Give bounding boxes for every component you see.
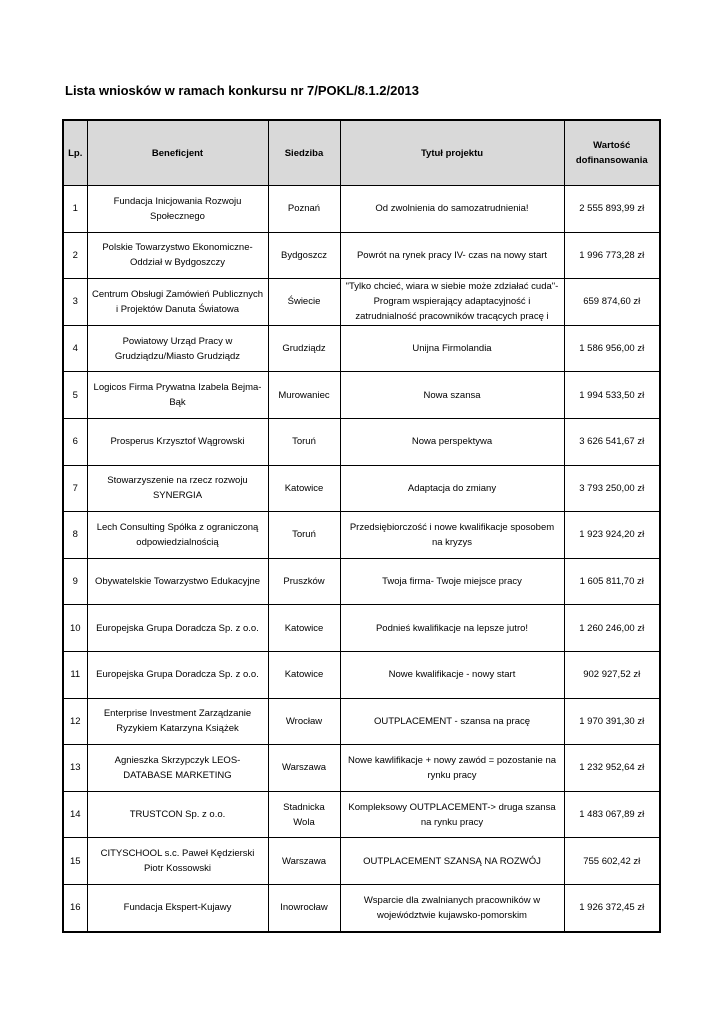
- cell-lp: 6: [63, 418, 87, 465]
- cell-wartosc: 902 927,52 zł: [564, 651, 660, 698]
- cell-beneficjent: TRUSTCON Sp. z o.o.: [87, 791, 268, 838]
- table-row: [63, 465, 660, 512]
- table-row: [63, 186, 660, 233]
- cell-wartosc: 1 926 372,45 zł: [564, 884, 660, 931]
- cell-beneficjent: Enterprise Investment Zarządzanie Ryzykiem Katarzyna Książek: [87, 698, 268, 745]
- cell-tytul: OUTPLACEMENT SZANSĄ NA ROZWÓJ: [340, 838, 564, 885]
- cell-beneficjent: Obywatelskie Towarzystwo Edukacyjne: [87, 558, 268, 605]
- cell-lp: 12: [63, 698, 87, 745]
- cell-beneficjent: Stowarzyszenie na rzecz rozwoju SYNERGIA: [87, 465, 268, 512]
- header-tytul: Tytuł projektu: [340, 120, 564, 186]
- cell-siedziba: Inowrocław: [268, 884, 340, 931]
- cell-wartosc: 755 602,42 zł: [564, 838, 660, 885]
- cell-tytul: OUTPLACEMENT - szansa na pracę: [340, 698, 564, 745]
- cell-siedziba: Katowice: [268, 605, 340, 652]
- cell-tytul: Od zwolnienia do samozatrudnienia!: [340, 186, 564, 233]
- cell-lp: 11: [63, 651, 87, 698]
- cell-siedziba: Pruszków: [268, 558, 340, 605]
- cell-lp: 8: [63, 512, 87, 559]
- cell-tytul: Wsparcie dla zwalnianych pracowników w wojeẃództwie kujawsko-pomorskim: [340, 884, 564, 931]
- cell-lp: 5: [63, 372, 87, 419]
- cell-beneficjent: Europejska Grupa Doradcza Sp. z o.o.: [87, 651, 268, 698]
- cell-siedziba: Poznań: [268, 186, 340, 233]
- cell-lp: 1: [63, 186, 87, 233]
- cell-tytul: Adaptacja do zmiany: [340, 465, 564, 512]
- table-row: [63, 605, 660, 652]
- document-title: Lista wniosków w ramach konkursu nr 7/POKL/8.1.2/2013: [65, 83, 420, 98]
- cell-tytul: Powrót na rynek pracy IV- czas na nowy start: [340, 232, 564, 279]
- cell-beneficjent: CITYSCHOOL s.c. Paweł Kędzierski Piotr Kossowski: [87, 838, 268, 885]
- cell-siedziba: Świecie: [268, 279, 340, 326]
- cell-tytul: Przedsiębiorczość i nowe kwalifikacje sposobem na kryzys: [340, 512, 564, 559]
- cell-wartosc: 1 923 924,20 zł: [564, 512, 660, 559]
- table-row: [63, 232, 660, 279]
- cell-beneficjent: Agnieszka Skrzypczyk LEOS-DATABASE MARKETING: [87, 745, 268, 792]
- cell-beneficjent: Polskie Towarzystwo Ekonomiczne- Oddział w Bydgoszczy: [87, 232, 268, 279]
- cell-siedziba: Warszawa: [268, 838, 340, 885]
- table-row: [63, 884, 660, 931]
- cell-tytul: Twoja firma- Twoje miejsce pracy: [340, 558, 564, 605]
- table-row: [63, 651, 660, 698]
- cell-wartosc: 659 874,60 zł: [564, 279, 660, 326]
- cell-beneficjent: Fundacja Ekspert-Kujawy: [87, 884, 268, 931]
- cell-lp: 15: [63, 838, 87, 885]
- applications-table: [62, 119, 661, 933]
- table-row: [63, 558, 660, 605]
- table-header-row: [63, 120, 660, 186]
- header-siedziba: Siedziba: [268, 120, 340, 186]
- cell-tytul: Nowa perspektywa: [340, 418, 564, 465]
- cell-siedziba: Katowice: [268, 651, 340, 698]
- cell-siedziba: Bydgoszcz: [268, 232, 340, 279]
- table-row: [63, 372, 660, 419]
- cell-siedziba: Toruń: [268, 512, 340, 559]
- cell-beneficjent: Centrum Obsługi Zamówień Publicznych i Projektów Danuta Światowa: [87, 279, 268, 326]
- cell-wartosc: 3 793 250,00 zł: [564, 465, 660, 512]
- cell-lp: 7: [63, 465, 87, 512]
- cell-beneficjent: Lech Consulting Spółka z ograniczoną odpowiedzialnością: [87, 512, 268, 559]
- cell-wartosc: 1 994 533,50 zł: [564, 372, 660, 419]
- cell-beneficjent: Prosperus Krzysztof Wągrowski: [87, 418, 268, 465]
- cell-lp: 13: [63, 745, 87, 792]
- cell-wartosc: 1 232 952,64 zł: [564, 745, 660, 792]
- cell-siedziba: Toruń: [268, 418, 340, 465]
- table-row: [63, 512, 660, 559]
- cell-beneficjent: Fundacja Inicjowania Rozwoju Społecznego: [87, 186, 268, 233]
- table-row: [63, 791, 660, 838]
- cell-siedziba: Murowaniec: [268, 372, 340, 419]
- cell-tytul: Podnieś kwalifikacje na lepsze jutro!: [340, 605, 564, 652]
- cell-tytul: "Tylko chcieć, wiara w siebie może zdziałać cuda"- Program wspierający adaptacyjność i zatrudnialność pracowników tracących pracę i: [340, 279, 564, 326]
- cell-siedziba: Stadnicka Wola: [268, 791, 340, 838]
- table-row: [63, 325, 660, 372]
- cell-lp: 16: [63, 884, 87, 931]
- cell-beneficjent: Europejska Grupa Doradcza Sp. z o.o.: [87, 605, 268, 652]
- cell-wartosc: 1 996 773,28 zł: [564, 232, 660, 279]
- cell-tytul: Nowa szansa: [340, 372, 564, 419]
- cell-beneficjent: Logicos Firma Prywatna Izabela Bejma-Bąk: [87, 372, 268, 419]
- table-row: [63, 418, 660, 465]
- table-row: [63, 838, 660, 885]
- cell-wartosc: 1 605 811,70 zł: [564, 558, 660, 605]
- header-beneficjent: Beneficjent: [87, 120, 268, 186]
- cell-siedziba: Grudziądz: [268, 325, 340, 372]
- cell-siedziba: Wrocław: [268, 698, 340, 745]
- cell-lp: 14: [63, 791, 87, 838]
- cell-lp: 10: [63, 605, 87, 652]
- cell-tytul: Nowe kawlifikacje + nowy zawód = pozostanie na rynku pracy: [340, 745, 564, 792]
- header-lp: Lp.: [63, 120, 87, 186]
- cell-wartosc: 1 483 067,89 zł: [564, 791, 660, 838]
- table-row: [63, 698, 660, 745]
- cell-tytul: Kompleksowy OUTPLACEMENT-> druga szansa na rynku pracy: [340, 791, 564, 838]
- cell-lp: 4: [63, 325, 87, 372]
- cell-siedziba: Katowice: [268, 465, 340, 512]
- cell-wartosc: 2 555 893,99 zł: [564, 186, 660, 233]
- cell-wartosc: 1 586 956,00 zł: [564, 325, 660, 372]
- cell-lp: 3: [63, 279, 87, 326]
- table-row: [63, 745, 660, 792]
- cell-wartosc: 1 970 391,30 zł: [564, 698, 660, 745]
- cell-tytul: Unijna Firmolandia: [340, 325, 564, 372]
- cell-lp: 9: [63, 558, 87, 605]
- cell-siedziba: Warszawa: [268, 745, 340, 792]
- cell-wartosc: 1 260 246,00 zł: [564, 605, 660, 652]
- table-row: [63, 279, 660, 326]
- cell-lp: 2: [63, 232, 87, 279]
- cell-tytul: Nowe kwalifikacje - nowy start: [340, 651, 564, 698]
- header-wartosc: Wartość dofinansowania: [564, 120, 660, 186]
- cell-wartosc: 3 626 541,67 zł: [564, 418, 660, 465]
- cell-beneficjent: Powiatowy Urząd Pracy w Grudziądzu/Miasto Grudziądz: [87, 325, 268, 372]
